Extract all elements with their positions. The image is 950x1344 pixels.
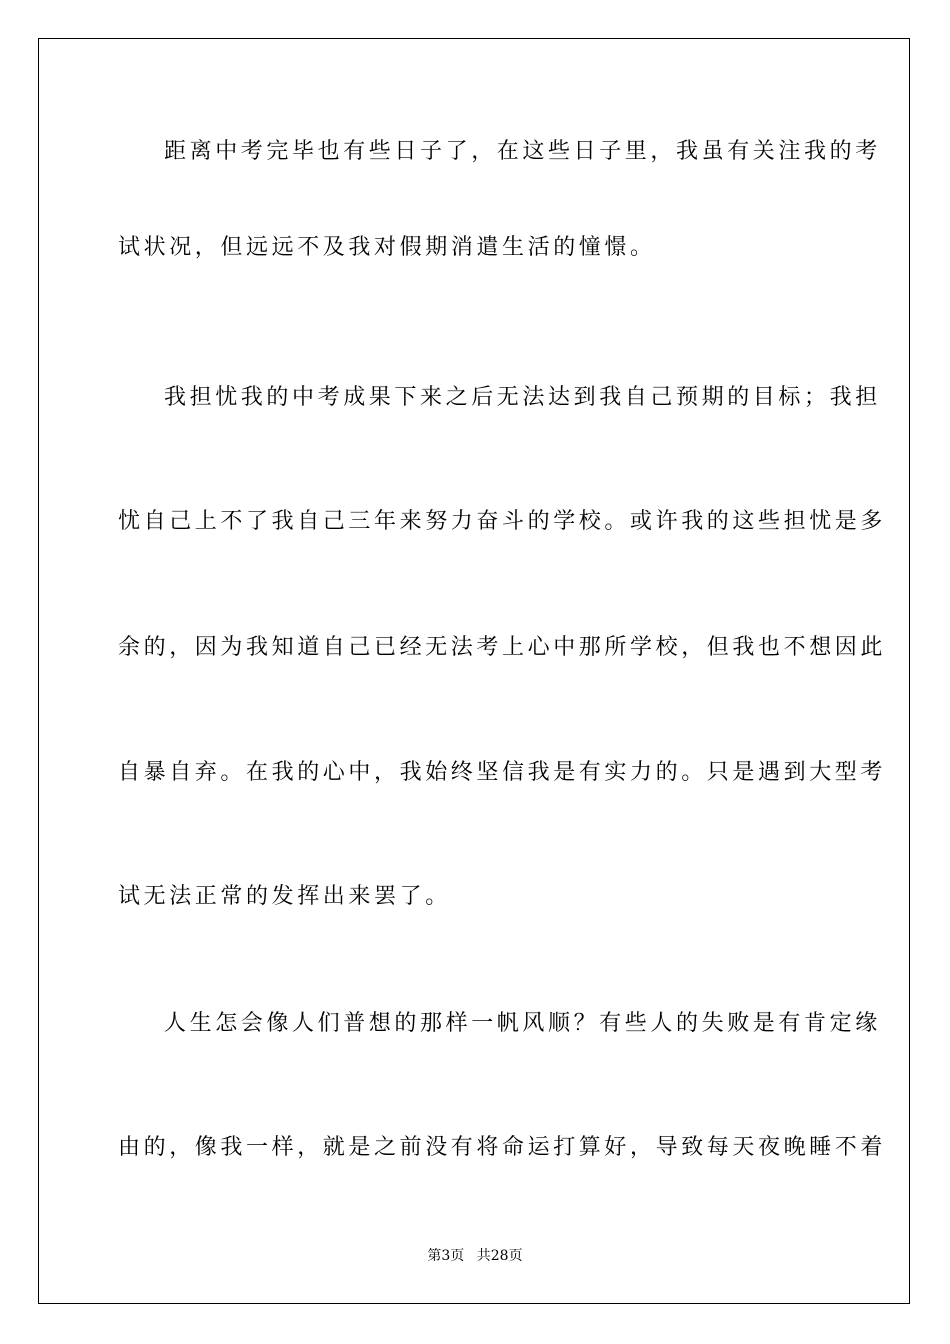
paragraph-line: 余的，因为我知道自己已经无法考上心中那所学校，但我也不想因此 (118, 635, 887, 660)
paragraph-line: 忧自己上不了我自己三年来努力奋斗的学校。或许我的这些担忧是多 (118, 509, 887, 534)
paragraph-line: 由的，像我一样，就是之前没有将命运打算好，导致每天夜晚睡不着 (118, 1135, 887, 1160)
paragraph-line: 试状况，但远远不及我对假期消遣生活的憧憬。 (118, 235, 656, 260)
paragraph-line: 人生怎会像人们普想的那样一帆风顺？有些人的失败是有肯定缘 (164, 1011, 881, 1036)
paragraph-line: 试无法正常的发挥出来罢了。 (118, 884, 451, 909)
page-footer (0, 1247, 950, 1265)
page-total: 共28页 (476, 1248, 523, 1264)
paragraph-line: 距离中考完毕也有些日子了，在这些日子里，我虽有关注我的考 (164, 139, 881, 164)
page-border (38, 38, 910, 1304)
page-number: 第3页 (427, 1248, 465, 1264)
paragraph-line: 自暴自弃。在我的心中，我始终坚信我是有实力的。只是遇到大型考 (118, 760, 887, 785)
paragraph-line: 我担忧我的中考成果下来之后无法达到我自己预期的目标；我担 (164, 385, 881, 410)
